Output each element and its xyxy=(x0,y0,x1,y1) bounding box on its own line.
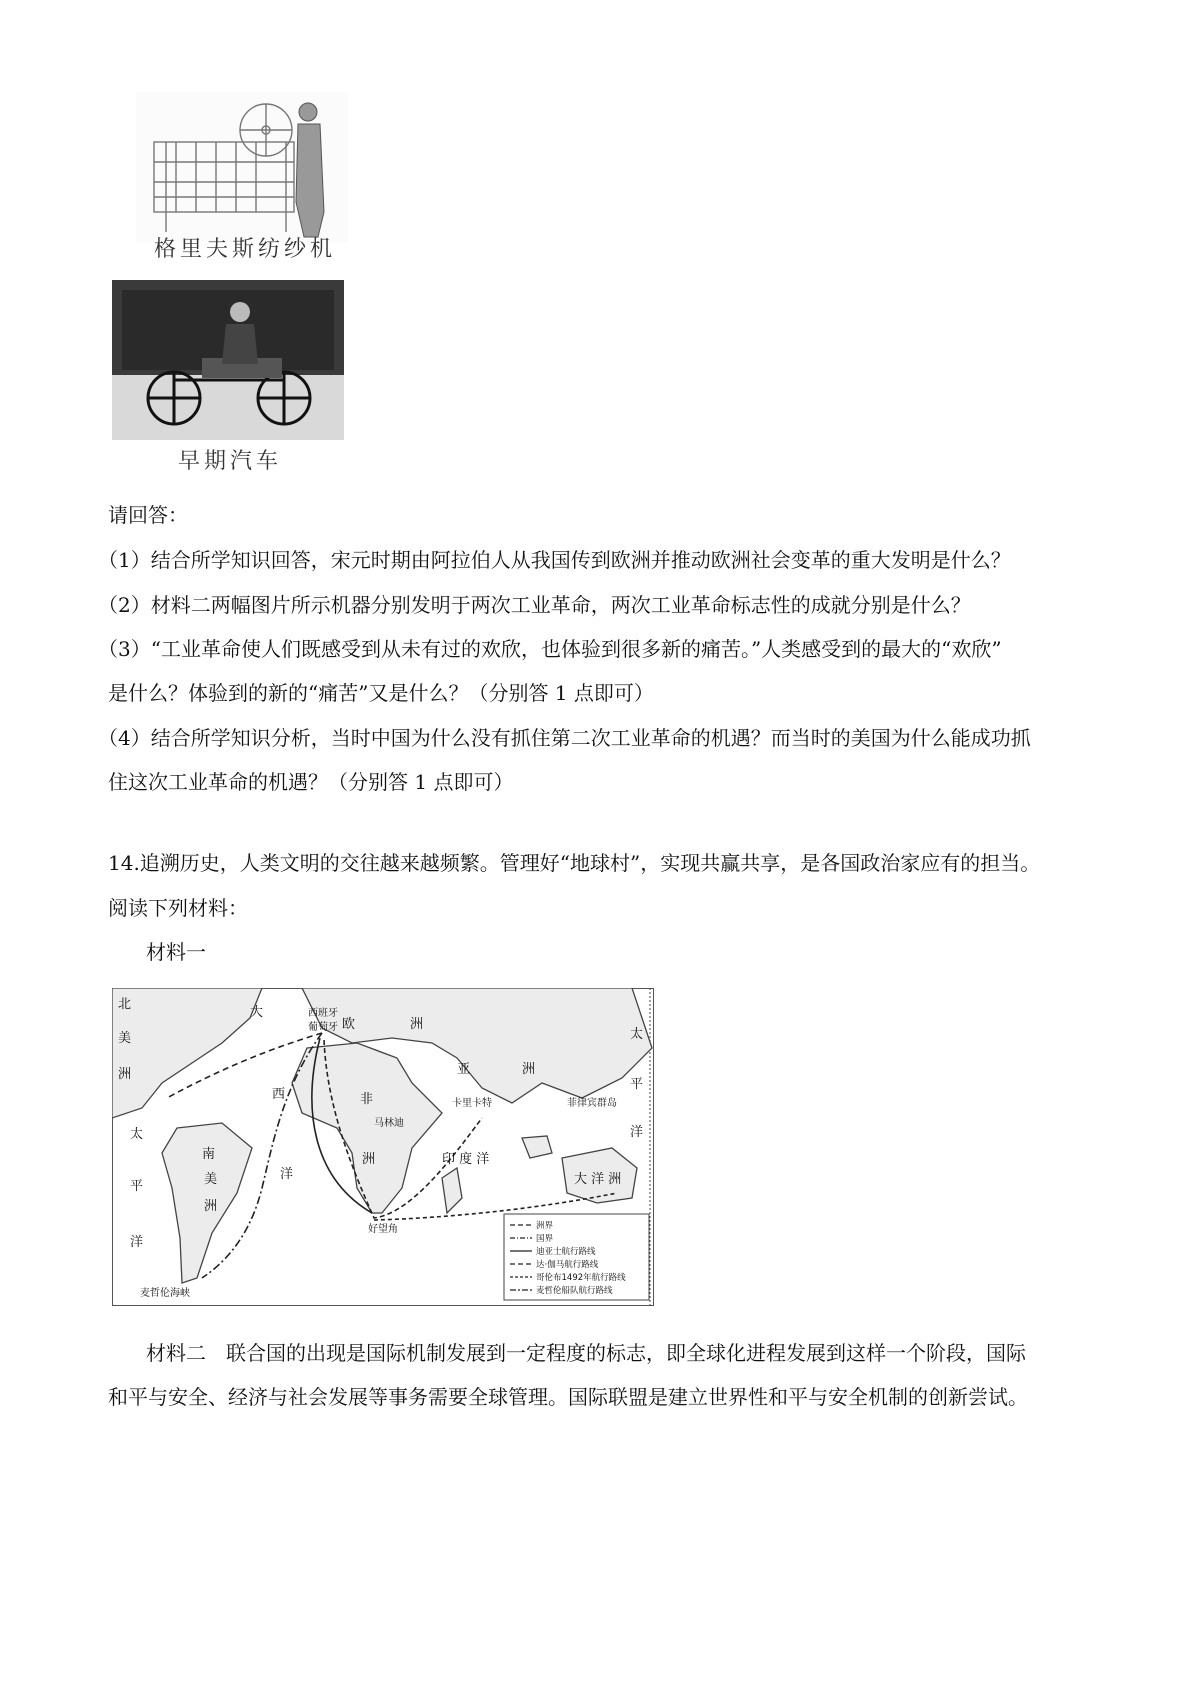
map-label-south-america-1: 南 xyxy=(202,1147,216,1162)
map-label-portugal: 葡萄牙 xyxy=(308,1022,338,1033)
material-2-line1: 材料二 联合国的出现是国际机制发展到一定程度的标志，即全球化进程发展到这样一个阶段，国际 xyxy=(146,1341,1026,1365)
legend-national-boundary: 国界 xyxy=(536,1234,554,1244)
question-14-stem-line2: 阅读下列材料： xyxy=(108,896,248,920)
legend-magellan-route: 麦哲伦船队航行路线 xyxy=(536,1286,613,1296)
map-label-calicut: 卡里卡特 xyxy=(452,1098,492,1109)
question-2: （2）材料二两幅图片所示机器分别发明于两次工业革命，两次工业革命标志性的成就分别是什么？ xyxy=(98,593,971,617)
map-label-atlantic-1: 大 xyxy=(250,1005,264,1020)
map-label-philippines: 菲律宾群岛 xyxy=(567,1098,617,1109)
map-label-pacific-left-3: 洋 xyxy=(130,1235,144,1250)
spinning-jenny-image xyxy=(136,92,348,242)
map-label-north-america-2: 美 xyxy=(118,1031,132,1046)
map-label-europe-1: 欧 xyxy=(342,1017,356,1032)
map-label-south-america-2: 美 xyxy=(204,1172,218,1187)
map-label-europe-2: 洲 xyxy=(410,1017,424,1032)
answer-prompt: 请回答： xyxy=(108,503,188,527)
map-label-malindi: 马林迪 xyxy=(374,1118,404,1129)
legend-continent-boundary: 洲界 xyxy=(536,1221,554,1231)
map-label-magellan-strait: 麦哲伦海峡 xyxy=(140,1288,190,1299)
map-label-pacific-right-2: 平 xyxy=(630,1077,644,1092)
early-car-image xyxy=(112,280,344,440)
map-label-asia-2: 洲 xyxy=(522,1062,536,1077)
map-label-africa-2: 洲 xyxy=(362,1152,376,1167)
question-4-line1: （4）结合所学知识分析，当时中国为什么没有抓住第二次工业革命的机遇？而当时的美国为什么能成功抓 xyxy=(98,726,1031,750)
map-label-pacific-left-1: 太 xyxy=(130,1127,144,1142)
spinning-jenny-caption: 格里夫斯纺纱机 xyxy=(153,237,336,262)
question-3-line2: 是什么？体验到的新的“痛苦”又是什么？（分别答 1 点即可） xyxy=(108,681,654,705)
map-label-south-america-3: 洲 xyxy=(204,1199,218,1214)
map-label-indian-ocean: 印 度 洋 xyxy=(442,1152,490,1167)
map-label-spain: 西班牙 xyxy=(308,1008,338,1019)
question-3-line1: （3）“工业革命使人们既感受到从未有过的欢欣，也体验到很多新的痛苦。”人类感受到的最大的“欢欣” xyxy=(98,637,1002,661)
voyage-map xyxy=(112,988,654,1306)
legend-columbus-route: 哥伦布1492年航行路线 xyxy=(536,1273,626,1283)
question-1: （1）结合所学知识回答，宋元时期由阿拉伯人从我国传到欧洲并推动欧洲社会变革的重大发明是什么？ xyxy=(98,548,1011,572)
map-label-africa-1: 非 xyxy=(360,1092,374,1107)
question-14-stem-line1: 14.追溯历史，人类文明的交往越来越频繁。管理好“地球村”，实现共赢共享，是各国政治家应有的担当。 xyxy=(108,851,1041,875)
early-car-caption: 早期汽车 xyxy=(177,449,282,474)
map-label-asia-1: 亚 xyxy=(457,1062,471,1077)
legend-dias-route: 迪亚士航行路线 xyxy=(536,1247,596,1257)
material-2-line2: 和平与安全、经济与社会发展等事务需要全球管理。国际联盟是建立世界性和平与安全机制的创新尝试。 xyxy=(108,1385,1028,1409)
map-label-atlantic-3: 洋 xyxy=(280,1167,294,1182)
question-4-line2: 住这次工业革命的机遇？（分别答 1 点即可） xyxy=(108,770,514,794)
map-label-pacific-left-2: 平 xyxy=(130,1179,144,1194)
map-legend xyxy=(504,1214,649,1300)
map-label-pacific-right-3: 洋 xyxy=(630,1125,644,1140)
map-label-north-america-1: 北 xyxy=(118,997,132,1012)
map-label-cape: 好望角 xyxy=(368,1224,398,1235)
map-label-pacific-right-1: 太 xyxy=(630,1027,644,1042)
map-label-atlantic-2: 西 xyxy=(272,1087,286,1102)
map-label-oceania: 大 洋 洲 xyxy=(574,1172,622,1187)
material-1-label: 材料一 xyxy=(146,940,206,964)
map-label-north-america-3: 洲 xyxy=(118,1067,132,1082)
legend-da-gama-route: 达·伽马航行路线 xyxy=(536,1260,599,1270)
